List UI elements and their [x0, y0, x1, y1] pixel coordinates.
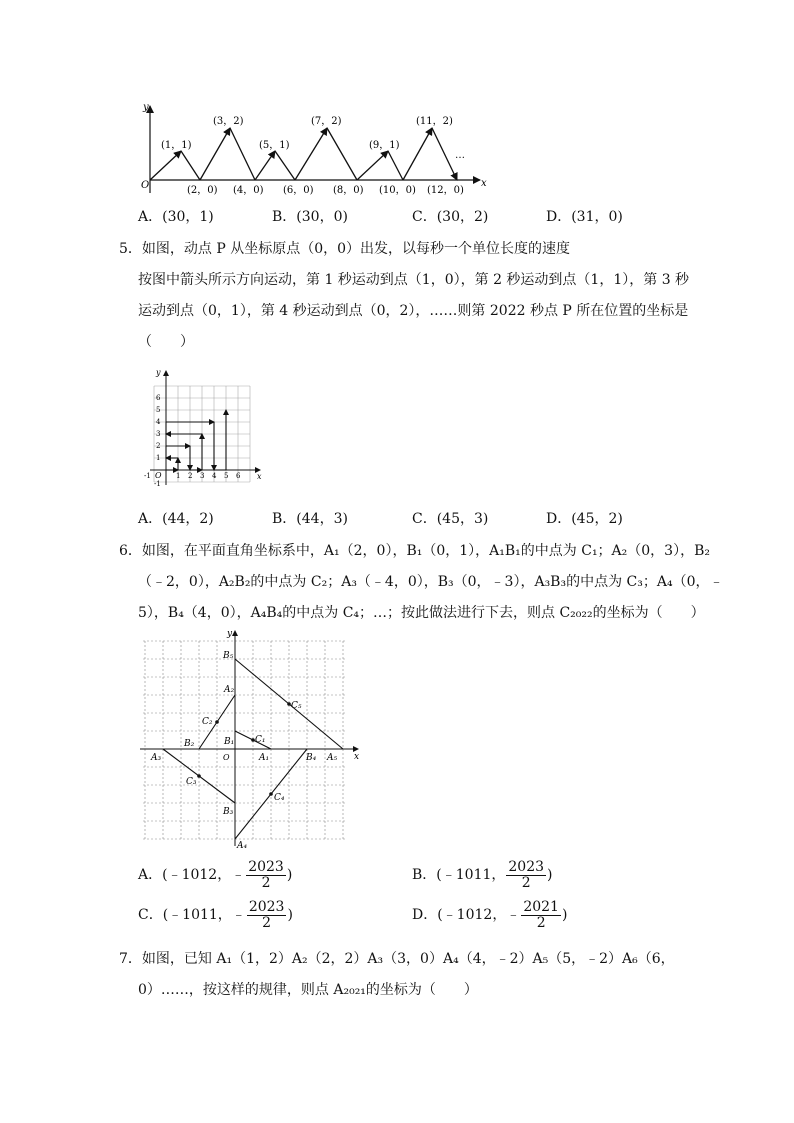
base-label: (2，0): [187, 185, 218, 196]
base-label: (8，0): [333, 185, 364, 196]
point-label: C₅: [291, 701, 302, 711]
option-a[interactable]: A．(44，2): [138, 511, 214, 527]
origin-label: O: [223, 753, 230, 762]
option-b[interactable]: B．(44，3): [272, 511, 348, 527]
point-label: C₁: [255, 735, 266, 745]
base-label: (12，0): [427, 185, 464, 196]
spiral-path: [166, 410, 226, 470]
option-d[interactable]: D．(31，0): [546, 209, 623, 225]
x-axis-label: x: [257, 472, 262, 481]
y-axis-label: y: [156, 368, 161, 377]
question-7-line-1: 7．如图，已知 A₁（1，2）A₂（2，2）A₃（3，0）A₄（4，﹣2）A₅（5，﹣2）A₆（6，: [119, 951, 675, 967]
x-tick-label: 1: [176, 472, 181, 480]
origin-label: O: [155, 471, 162, 480]
option-a-prefix: A．(﹣1012，﹣: [138, 867, 246, 884]
question-6-line-3: 5），B₄（4，0），A₄B₄的中点为 C₄；…；按此做法进行下去，则点 C₂₀₂₂的坐标为（ ）: [138, 605, 705, 621]
spiral-grid-figure: [140, 365, 266, 489]
y-tick-label: 4: [156, 418, 161, 426]
point-label: B₅: [223, 651, 234, 661]
option-b[interactable]: B．(30，0): [272, 209, 348, 225]
midpoint-grid-figure: [140, 628, 366, 852]
option-c[interactable]: C．(30，2): [412, 209, 489, 225]
peak-label: (5，1): [259, 140, 290, 151]
base-label: (10，0): [379, 185, 416, 196]
point-label: A₃: [151, 753, 162, 763]
x-axis-label: x: [481, 178, 487, 189]
peak-label: (1，1): [161, 140, 192, 151]
question-5-line-3: 运动到点（0，1），第 4 秒运动到点（0，2），……则第 2022 秒点 P 所在位置的坐标是: [138, 303, 689, 319]
point-label: C₃: [186, 777, 197, 787]
question-5-line-1: 5．如图，动点 P 从坐标原点（0，0）出发，以每秒一个单位长度的速度: [119, 241, 571, 257]
x-tick-label: 6: [236, 472, 241, 480]
y-tick-label: 1: [156, 454, 161, 462]
fraction: $\frac{2023}{2}$: [248, 859, 284, 891]
y-tick-label: 6: [156, 394, 161, 402]
x-tick-label: 4: [212, 472, 217, 480]
zigzag-path: [150, 128, 457, 180]
base-label: (6，0): [283, 185, 314, 196]
peak-label: (9，1): [369, 140, 400, 151]
peak-label: (11，2): [416, 116, 453, 127]
fraction: $\frac{2021}{2}$: [523, 899, 559, 931]
option-a[interactable]: A．(30，1): [138, 209, 214, 225]
point-label: C₂: [202, 717, 213, 727]
question-5-line-4: （ ）: [138, 334, 194, 350]
point-label: A₅: [327, 753, 338, 763]
option-c[interactable]: C．(﹣1011，﹣ $\frac{2023}{2}$ ): [138, 899, 293, 931]
question-6-line-2: （﹣2，0），A₂B₂的中点为 C₂；A₃（﹣4，0），B₃（0，﹣3），A₃B₃的中点为 C₃；A₄（0，﹣: [138, 574, 724, 590]
option-b[interactable]: B．(﹣1011， $\frac{2023}{2}$ ): [412, 859, 553, 891]
point-label: B₂: [184, 739, 195, 749]
option-d[interactable]: D．(﹣1012，﹣ $\frac{2021}{2}$ ): [412, 899, 568, 931]
question-6-line-1: 6．如图，在平面直角坐标系中，A₁（2，0），B₁（0，1），A₁B₁的中点为 C₁；A₂（0，3），B₂: [119, 543, 710, 559]
option-a[interactable]: A．(﹣1012，﹣ $\frac{2023}{2}$ ): [138, 859, 293, 891]
point-label: B₄: [306, 753, 317, 763]
question-5-line-2: 按图中箭头所示方向运动，第 1 秒运动到点（1，0），第 2 秒运动到点（1，1），第 3 秒: [138, 272, 690, 288]
zigzag-figure: [135, 98, 495, 196]
origin-label: O: [141, 180, 150, 191]
option-c[interactable]: C．(45，3): [412, 511, 489, 527]
option-d[interactable]: D．(45，2): [546, 511, 623, 527]
y-tick-label: 3: [156, 430, 161, 438]
grid: [143, 641, 345, 839]
x-tick-label: -1: [144, 472, 151, 480]
x-tick-label: 3: [200, 472, 205, 480]
y-axis-label: y: [143, 102, 149, 113]
point-label: B₃: [223, 807, 234, 817]
peak-label: (3，2): [213, 116, 244, 127]
fraction: $\frac{2023}{2}$: [508, 859, 545, 891]
y-tick-label: 2: [156, 442, 161, 450]
x-tick-label: 5: [224, 472, 229, 480]
fraction: $\frac{2023}{2}$: [248, 899, 285, 931]
base-label: (4，0): [233, 185, 264, 196]
y-axis-label: y: [227, 629, 233, 639]
x-tick-label: 2: [188, 472, 193, 480]
y-tick-label: -1: [154, 480, 161, 488]
point-label: A₁: [259, 753, 270, 763]
option-c-prefix: C．(﹣1011，﹣: [138, 907, 246, 924]
y-tick-label: 5: [156, 406, 161, 414]
point-label: A₄: [237, 841, 248, 851]
peak-label: (7，2): [311, 116, 342, 127]
point-label: A₂: [224, 685, 235, 695]
point-label: C₄: [274, 793, 285, 803]
option-b-prefix: B．(﹣1011，: [412, 867, 506, 884]
question-7-line-2: 0）……，按这样的规律，则点 A₂₀₂₁的坐标为（ ）: [138, 982, 478, 998]
point-label: B₁: [224, 737, 235, 747]
option-d-prefix: D．(﹣1012，﹣: [412, 907, 521, 924]
ellipsis: …: [455, 150, 465, 161]
x-axis-label: x: [354, 752, 360, 762]
